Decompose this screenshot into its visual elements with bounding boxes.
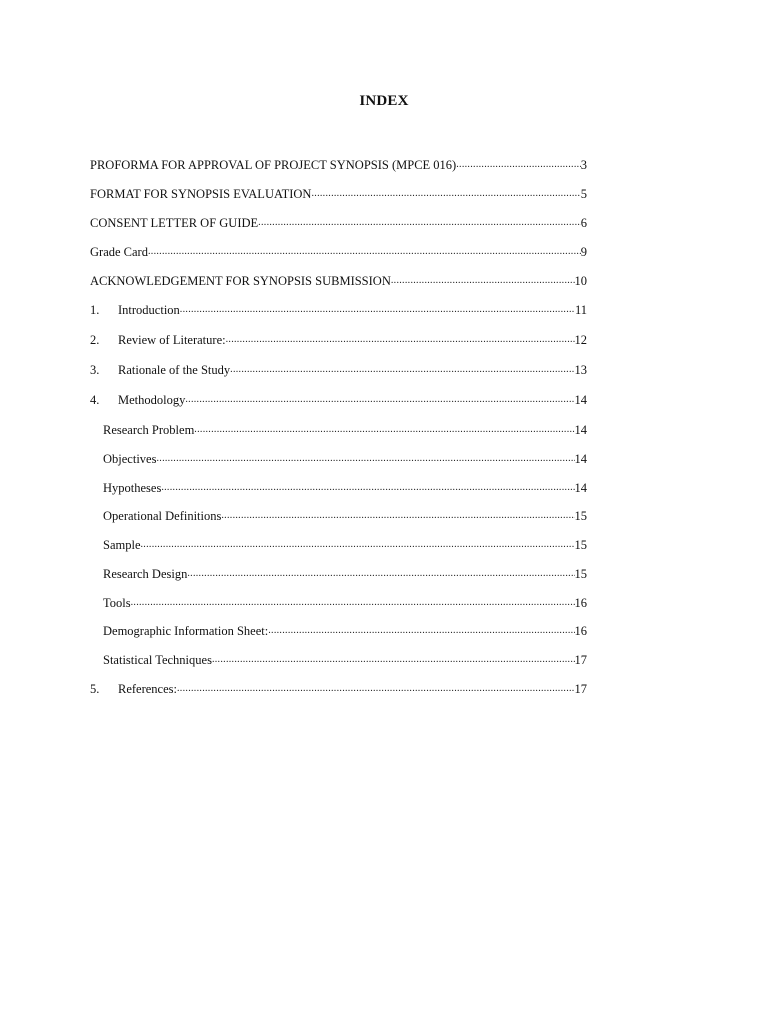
toc-entry-label: CONSENT LETTER OF GUIDE — [90, 216, 259, 230]
toc-leader-dots — [148, 244, 581, 260]
toc-leader-dots — [226, 332, 575, 348]
toc-leader-dots — [161, 480, 574, 496]
toc-entry-label: Review of Literature: — [118, 333, 226, 347]
toc-leader-dots — [141, 537, 575, 553]
toc-page-number: 15 — [574, 567, 587, 581]
toc-entry-label: Methodology — [118, 393, 186, 407]
toc-leader-dots — [221, 508, 574, 524]
toc-entry[interactable] — [90, 155, 587, 173]
toc-entry-label: Statistical Techniques — [103, 653, 212, 667]
toc-leader-dots — [212, 652, 575, 668]
toc-page-number: 14 — [574, 423, 587, 437]
toc-page-number: 12 — [574, 333, 587, 347]
toc-entry[interactable] — [90, 360, 587, 378]
toc-leader-dots — [268, 623, 574, 639]
toc-entry[interactable] — [90, 242, 587, 260]
toc-entry[interactable] — [90, 679, 587, 697]
toc-page-number: 11 — [574, 303, 587, 317]
toc-page-number: 5 — [580, 187, 587, 201]
toc-entry-number: 5. — [90, 682, 100, 696]
toc-leader-dots — [194, 422, 574, 438]
toc-page-number: 14 — [574, 481, 587, 495]
toc-page-number: 13 — [574, 363, 587, 377]
toc-entry-number: 1. — [90, 303, 100, 317]
toc-page-number: 9 — [580, 245, 587, 259]
toc-page-number: 15 — [574, 538, 587, 552]
toc-page-number: 14 — [574, 393, 587, 407]
toc-leader-dots — [230, 362, 574, 378]
toc-subentry[interactable] — [90, 535, 587, 553]
toc-entry-label: Grade Card — [90, 245, 148, 259]
toc-entry[interactable] — [90, 390, 587, 408]
toc-entry-label: FORMAT FOR SYNOPSIS EVALUATION — [90, 187, 312, 201]
toc-entry-label: Rationale of the Study — [118, 363, 231, 377]
toc-entry-label: Research Problem — [103, 423, 195, 437]
toc-entry-number: 2. — [90, 333, 100, 347]
toc-page-number: 3 — [580, 158, 587, 172]
toc-leader-dots — [456, 157, 581, 173]
toc-page-number: 17 — [574, 682, 587, 696]
toc-entry-label: Demographic Information Sheet: — [103, 624, 269, 638]
toc-leader-dots — [185, 392, 574, 408]
toc-leader-dots — [131, 595, 575, 611]
toc-entry-label: Research Design — [103, 567, 188, 581]
toc-page-number: 14 — [574, 452, 587, 466]
toc-page-number: 15 — [574, 509, 587, 523]
toc-subentry[interactable] — [90, 420, 587, 438]
toc-entry-number: 4. — [90, 393, 100, 407]
toc-leader-dots — [180, 302, 575, 318]
toc-entry-label: Objectives — [103, 452, 157, 466]
toc-entry[interactable] — [90, 184, 587, 202]
toc-leader-dots — [311, 186, 580, 202]
toc-entry-label: Introduction — [118, 303, 180, 317]
toc-page-number: 6 — [580, 216, 587, 230]
index-title: INDEX — [359, 93, 409, 109]
toc-entry[interactable] — [90, 271, 587, 289]
toc-page-number: 16 — [574, 596, 587, 610]
toc-subentry[interactable] — [90, 506, 587, 524]
toc-entry-number: 3. — [90, 363, 100, 377]
toc-leader-dots — [258, 215, 581, 231]
toc-subentry[interactable] — [90, 650, 587, 668]
toc-leader-dots — [391, 273, 575, 289]
toc-entry-label: Sample — [103, 538, 141, 552]
toc-page-number: 16 — [574, 624, 587, 638]
toc-subentry[interactable] — [90, 449, 587, 467]
toc-leader-dots — [187, 566, 574, 582]
toc-entry[interactable] — [90, 330, 587, 348]
toc-entry-label: ACKNOWLEDGEMENT FOR SYNOPSIS SUBMISSION — [90, 274, 391, 288]
toc-entry-label: References: — [118, 682, 177, 696]
toc-entry-label: PROFORMA FOR APPROVAL OF PROJECT SYNOPSIS (MPCE 016) — [90, 158, 457, 172]
toc-entry-label: Tools — [103, 596, 131, 610]
toc-entry[interactable] — [90, 300, 587, 318]
toc-page-number: 17 — [574, 653, 587, 667]
toc-subentry[interactable] — [90, 564, 587, 582]
toc-entry-label: Operational Definitions — [103, 509, 222, 523]
toc-page-number: 10 — [574, 274, 587, 288]
toc-subentry[interactable] — [90, 593, 587, 611]
toc-subentry[interactable] — [90, 478, 587, 496]
toc-entry-label: Hypotheses — [103, 481, 162, 495]
toc-subentry[interactable] — [90, 621, 587, 639]
toc-leader-dots — [156, 451, 574, 467]
toc-leader-dots — [177, 681, 575, 697]
toc-entry[interactable] — [90, 213, 587, 231]
